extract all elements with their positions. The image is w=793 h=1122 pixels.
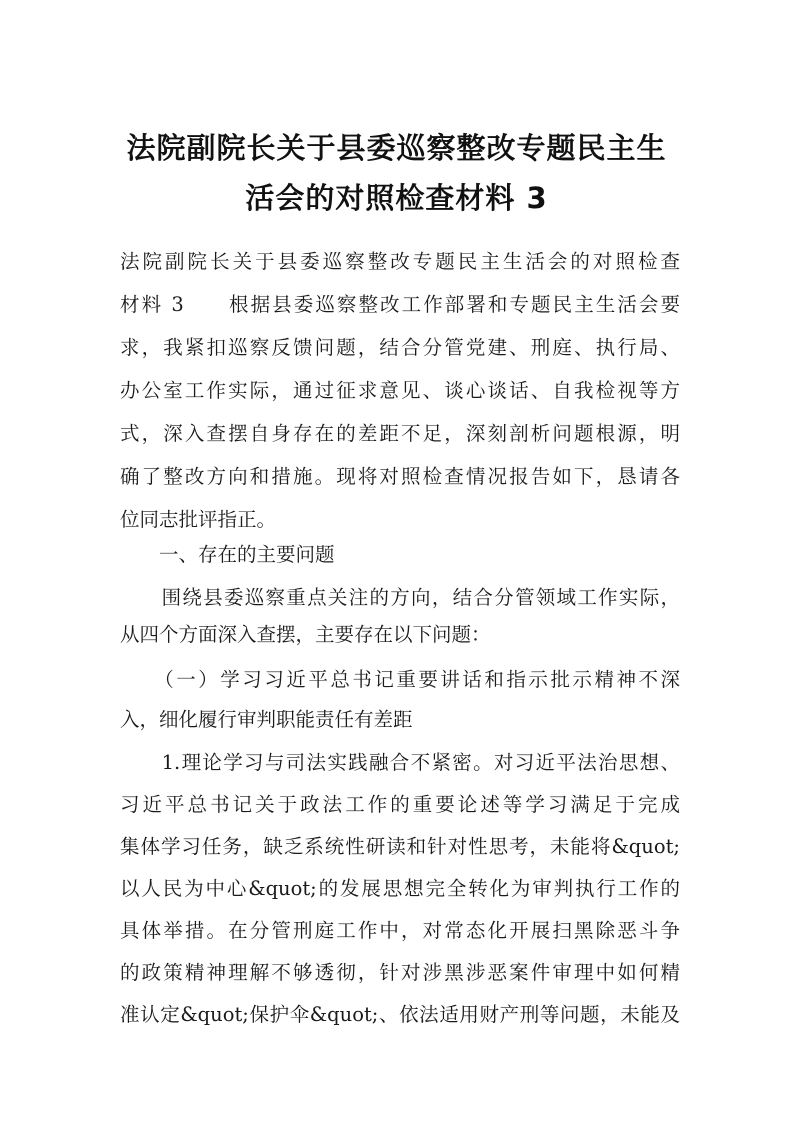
body-line: 准认定&quot;保护伞&quot;、依法适用财产刑等问题，未能及 [120, 1003, 680, 1026]
subsection-heading: 入，细化履行审判职能责任有差距 [120, 708, 413, 731]
document-title-line-2: 活会的对照检查材料 3 [245, 181, 548, 215]
subsection-heading: （一）学习习近平总书记重要讲话和指示批示精神不深 [120, 668, 680, 691]
body-line: 围绕县委巡察重点关注的方向，结合分管领域工作实际， [120, 586, 680, 609]
document-title-line-1: 法院副院长关于县委巡察整改专题民主生 [126, 131, 667, 165]
body-line: 材料 3 根据县委巡察整改工作部署和专题民主生活会要 [120, 293, 680, 316]
body-line: 具体举措。在分管刑庭工作中，对常态化开展扫黑除恶斗争 [120, 919, 680, 942]
body-line: 法院副院长关于县委巡察整改专题民主生活会的对照检查 [120, 250, 680, 273]
body-line: 1.理论学习与司法实践融合不紧密。对习近平法治思想、 [120, 751, 680, 774]
body-line: 从四个方面深入查摆，主要存在以下问题： [120, 623, 491, 646]
section-heading: 一、存在的主要问题 [120, 543, 335, 566]
body-line: 的政策精神理解不够透彻，针对涉黑涉恶案件审理中如何精 [120, 961, 680, 984]
body-line: 习近平总书记关于政法工作的重要论述等学习满足于完成 [120, 793, 680, 816]
body-line: 式，深入查摆自身存在的差距不足，深刻剖析问题根源，明 [120, 422, 680, 445]
body-line: 集体学习任务，缺乏系统性研读和针对性思考，未能将&quot; [120, 835, 680, 858]
body-line: 以人民为中心&quot;的发展思想完全转化为审判执行工作的 [120, 877, 680, 900]
body-line: 办公室工作实际，通过征求意见、谈心谈话、自我检视等方 [120, 379, 680, 402]
body-line: 求，我紧扣巡察反馈问题，结合分管党建、刑庭、执行局、 [120, 336, 680, 359]
body-line: 确了整改方向和措施。现将对照检查情况报告如下，恳请各 [120, 465, 680, 488]
body-line: 位同志批评指正。 [120, 508, 277, 531]
